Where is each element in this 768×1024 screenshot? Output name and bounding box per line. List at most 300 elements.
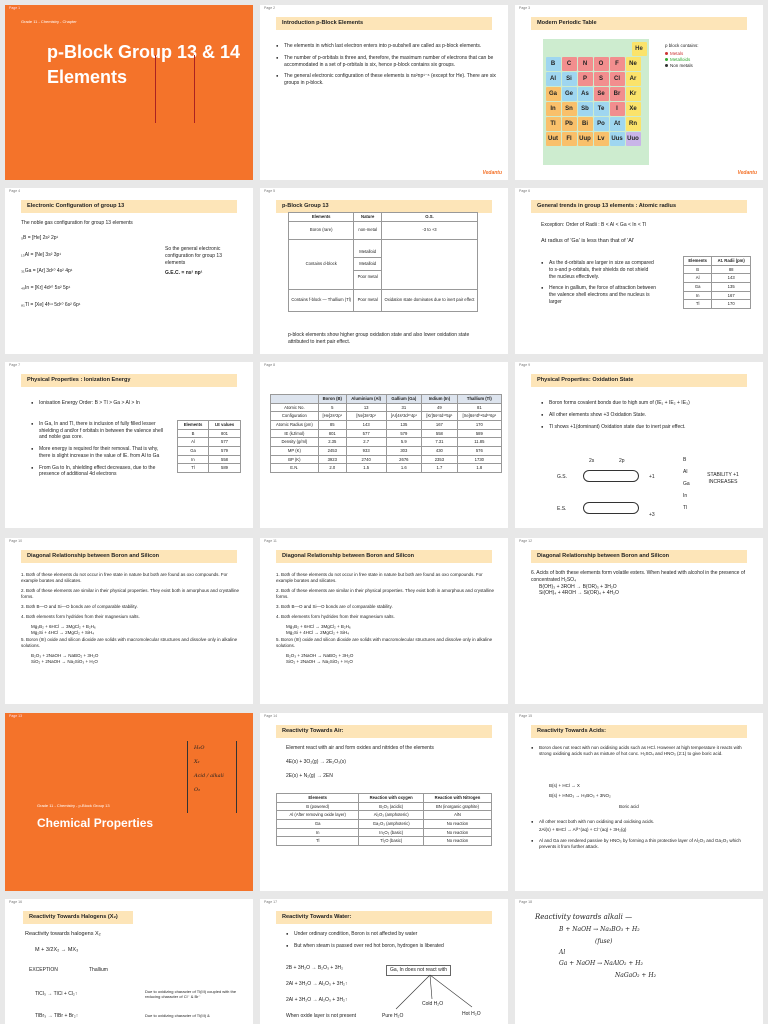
table-cell: [He]2s²2p¹ [318,412,346,421]
bullet: ● As the d-orbitals are larger in size as compared to s-and p-orbitals, their shields do not shield the nucleus effectively. [541,260,656,280]
element-label: Tl [683,505,688,511]
table-cell: 2.7 [346,438,386,447]
dot-icon [665,64,668,67]
page-number: Page 7 [9,363,21,367]
slide-2[interactable] [260,5,508,180]
list-item: 2. Both of these elements are similar in their physical properties. They exist both in amorphous and crystalline forms. [276,588,495,600]
slide-5[interactable] [260,188,508,354]
element-label: In [683,493,688,499]
page-number: Page 5 [264,189,276,193]
table-cell: In [684,291,712,300]
gs-charge: +1 [649,474,655,480]
hand-line: B + NaOH → Na₃BO₃ + H₂ [559,926,640,934]
air-reaction-table [276,793,492,846]
element-cell: Tl [546,117,561,131]
slide-heading: General trends in group 13 elements : Atomic radius [531,200,747,213]
slide-13[interactable] [5,713,253,891]
element-cell: Lv [594,132,609,146]
list-item: Mg₃B₂ + 6HCl → 3MgCl₂ + B₂H₆ [31,624,96,630]
numbered-list [276,572,496,665]
element-cell: F [610,57,625,71]
list-item: 2. Both of these elements are similar in their physical properties. They exist both in amorphous and crystalline forms. [21,588,240,600]
table-cell: Configuration [271,412,319,421]
table-header: Gallium (Ga) [386,395,422,404]
table-cell: [Ne]3s²3p¹ [346,412,386,421]
page-number: Page 1 [9,6,21,10]
list-item: B₂O₃ + 2NaOH → NaBO₂ + 3H₂O [286,652,354,658]
table-cell: Al₂O₃ (amphoteric) [359,811,424,820]
nature-item: Metalloid [354,258,381,271]
equation: 4E(s) + 3O₂(g) → 2E₂O₃(s) [286,759,346,765]
list-item: SiO₂ + 2NaOH → Na₂SiO₃ + H₂O [286,658,353,664]
element-cell: Ne [626,57,641,71]
table-header: Reaction with oxygen [359,794,424,803]
table-row [545,56,647,71]
element-cell: O [594,57,609,71]
config-line: ₈₁Tl = [Xe] 4f¹⁴ 5d¹⁰ 6s² 6p¹ [21,301,81,308]
table-header: Elements [178,421,209,430]
bullet-list [276,43,496,92]
slide-7[interactable] [5,362,253,528]
slide-heading: Diagonal Relationship between Boron and Silicon [531,550,747,563]
bullet: ● Tl shows +1(dominant) Oxidation state due to inert pair effect. [541,424,751,431]
list-item: 5. Boron (III) oxide and silicon dioxide are solids with macromolecular structures and dissolve only in alkaline solutions. [21,636,238,648]
handwritten-notes [535,911,656,981]
slide-12[interactable] [515,538,763,704]
table-cell: Density (g/ml) [271,438,319,447]
element-cell: Uuo [626,132,641,146]
table-cell: 170 [712,300,751,309]
table-cell [354,239,382,289]
slide-11[interactable] [260,538,508,704]
table-header: Elements [684,257,712,266]
equation: 2E(s) + N₂(g) → 2EN [286,773,333,779]
element-cell: C [562,57,577,71]
slide-15[interactable] [515,713,763,891]
radius-table [683,256,751,309]
element-cell: B [546,57,561,71]
element-label: Al [683,469,688,475]
slide-heading: Physical Properties: Oxidation State [531,374,747,387]
gec-note [165,246,237,277]
legend-title: p block contains: [665,43,699,48]
table-cell: In [277,828,359,837]
bullet: ● Al and Ga are rendered passive by HNO₃ by forming a thin protective layer of Al₂O₃ and Ga₂O₃ which prevents it from further attack. [531,838,751,850]
table-cell: [Kr]5s²4d¹⁰5p¹ [422,412,458,421]
table-cell: IE (kJ/mol) [271,429,319,438]
table-cell: 2740 [346,455,386,464]
ie-table [177,420,241,473]
table-cell: 1.5 [346,464,386,473]
page-number: Page 14 [264,714,278,718]
table-cell: No reaction [423,828,491,837]
page-number: Page 3 [519,6,531,10]
list-item: 3. Both B—O and Si—O bonds are of comparable stability. [21,604,138,610]
element-cell: P [578,72,593,86]
body-text: 6. Acids of both these elements form volatile esters. When heated with alcohol in the presence of concentrated H₂SO₄ [531,570,746,583]
table-header: I.E values [209,421,241,430]
table-row [277,828,492,837]
table-cell: 167 [422,421,458,430]
table-cell: 143 [712,274,751,283]
slide-6[interactable] [515,188,763,354]
page-number: Page 16 [9,900,23,904]
course-label: Grade 11 - Chemistry - p-Block Group 13 [37,803,110,808]
element-cell: In [546,102,561,116]
slide-9[interactable] [515,362,763,528]
element-cell: Pb [562,117,577,131]
slide-3[interactable] [515,5,763,180]
slide-10[interactable] [5,538,253,704]
exception-label: EXCEPTION [29,967,58,973]
table-cell: In [178,455,209,464]
element-cell: Ar [626,72,641,86]
radius-line: At radius of 'Ga' is less than that of 'Al' [541,238,635,244]
nature-item: Poor metal [357,274,378,279]
table-cell: 5.9 [386,438,422,447]
element-cell: Rn [626,117,641,131]
slide-title: p-Block Group 13 & 14 [47,42,241,62]
bullet-list [541,400,751,435]
slide-heading: Modern Periodic Table [531,17,747,30]
table-cell: E.N. [271,464,319,473]
list-item: 5. Boron (III) oxide and silicon dioxide are solids with macromolecular structures and dissolve only in alkaline solutions. [276,636,493,648]
slide-8[interactable] [260,362,508,528]
element-label: Ga [683,481,690,487]
slide-1[interactable] [5,5,253,180]
gec-formula: G.E.C. = ns² np¹ [165,270,203,277]
element-cell: S [594,72,609,86]
table-row [178,438,241,447]
element-label: B [683,457,687,463]
slide-title: Chemical Properties [37,816,154,830]
table-row [545,101,647,116]
table-header [271,395,319,404]
table-cell: 801 [318,429,346,438]
table-cell: 933 [346,447,386,456]
table-cell: Ga [178,447,209,456]
element-column [683,454,690,514]
table-header: At. Radii (pm) [712,257,751,266]
es-charge: +3 [649,512,655,518]
bullet: ● All other elements show +3 Oxidation State. [541,412,751,419]
table-cell: -3 to +3 [381,221,477,239]
bullet-list [31,400,171,483]
bullet: ● More energy is required for their removal. That is why, there is slight increase in the value of IE. from Al to Ga [31,446,171,460]
element-cell: Ga [546,87,561,101]
slide-heading: Introduction p-Block Elements [276,17,492,30]
table-row [178,429,241,438]
water-type: Pure H₂O [382,1013,404,1019]
table-cell: Poor metal [354,289,382,311]
slide-heading: Reactivity Towards Acids: [531,725,747,738]
nature-item: Metalloid [354,246,381,259]
bullet: ● In Ga, In and Tl, there is inclusion of fully filled lesser shielding d and/or f orbitals in between the valence shell and noble gas core. [31,421,171,441]
es-orbitals [583,502,639,514]
slide-16[interactable] [5,899,253,1024]
gec-note-text: So the general electronic configuration for group 13 elements [165,246,222,266]
bullet: ● The general electronic configuration of these elements is ns²np¹⁻⁶ (except for He). There are six groups in p-block. [276,73,496,87]
table-cell: AlN [423,811,491,820]
bullet: ● All other react both with non oxidising and oxidising acids. [531,819,751,825]
handwritten-notes [187,741,237,813]
table-row [684,265,751,274]
equation: 2Al(s) + 6HCl → Al³⁺(aq) + Cl⁻(aq) + 3H₂(g) [539,827,627,833]
element-cell: Cl [610,72,625,86]
table-header: Aluminium (Al) [346,395,386,404]
config-line: ₅B = [He] 2s² 2p¹ [21,234,59,241]
list-item: B₂O₃ + 2NaOH → NaBO₂ + 3H₂O [31,652,99,658]
slide-18[interactable] [515,899,763,1024]
list-item: Mg₃B₂ + 6HCl → 3MgCl₂ + B₂H₆ [286,624,351,630]
equation-label: Boric acid [619,804,639,809]
element-cell: Kr [626,87,641,101]
table-row [684,283,751,292]
slide-14[interactable] [260,713,508,891]
table-cell: Al (After removing oxide layer) [277,811,359,820]
slide-heading: Diagonal Relationship between Boron and Silicon [276,550,492,563]
table-row [271,421,502,430]
page-number: Page 6 [519,189,531,193]
equation: 2Al + 3H₂O → Al₂O₃ + 3H₂↑ [286,997,348,1003]
bullet: ● Hence in gallium, the force of attraction between the valence shell electrons and the nucleus is larger [541,285,656,305]
table-cell: 1.8 [457,464,501,473]
water-type: Cold H₂O [422,1001,444,1007]
page-number: Page 11 [264,539,277,543]
table-cell: non-metal [354,221,382,239]
table-cell: Tl₂O (basic) [359,837,424,846]
table-row [271,429,502,438]
table-cell: Contains d-block [289,239,354,289]
page-number: Page 9 [519,363,531,367]
equation: TlBr₃ → TlBr + Br₂↑ [35,1013,79,1019]
element-cell: Bi [578,117,593,131]
slide-heading: Reactivity Towards Water: [276,911,492,924]
handwritten-notes [155,55,195,123]
table-cell: Ga [684,283,712,292]
element-cell: I [610,102,625,116]
table-cell: 2453 [318,447,346,456]
element-cell: He [632,42,647,56]
table-cell: No reaction [423,837,491,846]
list-item: 1. Both of these elements do not occur in free state in nature but both are found as oxo compounds. For example borates and silicates. [276,572,483,584]
page-number: Page 8 [264,363,276,367]
table-cell: 88 [712,265,751,274]
slide-17[interactable] [260,899,508,1024]
equation: 2Al + 3H₂O → Al₂O₃ + 3H₂↑ [286,981,348,987]
table-header: Elements [289,213,354,222]
table-cell: 430 [422,447,458,456]
table-cell: 49 [422,403,458,412]
element-cell: Uup [578,132,593,146]
table-cell: 2353 [422,455,458,464]
table-cell: 579 [386,429,422,438]
brand-logo: Vedantu [482,170,502,177]
table-cell: 576 [457,447,501,456]
slide-heading: Diagonal Relationship between Boron and Silicon [21,550,237,563]
table-row [271,447,502,456]
hand-item: X₂ [194,759,200,765]
table-row [271,412,502,421]
table-row [271,438,502,447]
table-cell: 303 [386,447,422,456]
table-row [271,464,502,473]
orbital-label: 2s [589,458,595,464]
table-header: Reaction with Nitrogen [423,794,491,803]
element-cell: Fl [562,132,577,146]
table-cell: 577 [209,438,241,447]
hand-line: Al [559,949,566,957]
equation: TlCl₃ → TlCl + Cl₂↑ [35,991,78,997]
table-row [277,811,492,820]
legend-item: Metals [670,51,684,57]
hand-line: (fuse) [595,937,613,945]
legend-item: Metalloids [670,57,691,63]
table-cell: B [178,429,209,438]
legend-item: Non metals [670,63,693,69]
bullet: ● Ionisation Energy Order: B > Tl > Ga > Al > In [31,400,171,407]
list-item: 4. Both elements form hydrides from their magnesium salts. [276,614,395,620]
page-number: Page 13 [9,714,23,718]
table-cell: Ga₂O₃ (amphoteric) [359,820,424,829]
page-number: Page 2 [264,6,276,10]
bullet: ● Boron does not react with non oxidising acids such as HCl. However at high temperature it reacts with strong oxidising acids such as mixture of hot conc. H₂SO₄ and HNO₃ (2:1) to give boric acid. [531,745,751,757]
legend [665,43,699,69]
slide-heading: Electronic Configuration of group 13 [21,200,237,213]
element-cell: Uus [610,132,625,146]
equation: B(s) + HNO₃ → H₃BO₃ + 3NO₂ [549,793,611,798]
equation: B(s) + HCl → X [549,783,580,788]
table-cell: Atomic No. [271,403,319,412]
slide-heading: Reactivity Towards Air: [276,725,492,738]
table-row [178,464,241,473]
page-number: Page 12 [519,539,533,543]
bullet: ● Under ordinary condition, Boron is not affected by water [286,931,498,938]
page-number: Page 4 [9,189,21,193]
table-cell: 143 [346,421,386,430]
list-item: 4. Both elements form hydrides from their magnesium salts. [21,614,140,620]
slide-subtitle: Elements [47,67,128,87]
element-cell: Si [562,72,577,86]
table-cell: 85 [318,421,346,430]
table-cell: B₂O₃ (acidic) [359,802,424,811]
table-header: Indium (In) [422,395,458,404]
properties-table [270,394,502,473]
element-cell: At [610,117,625,131]
table-cell: 589 [209,464,241,473]
equation: 2B + 3H₂O → B₂O₃ + 3H₂ [286,965,344,971]
table-cell: 135 [712,283,751,292]
table-cell: 5 [318,403,346,412]
table-row [545,71,647,86]
table-cell: 170 [457,421,501,430]
brand-logo: Vedantu [737,170,757,177]
list-item: 1. Both of these elements do not occur in free state in nature but both are found as oxo compounds. For example borates and silicates. [21,572,228,584]
equation: Si(OH)₄ + 4ROH → Si(OR)₄ + 4H₂O [539,590,619,597]
hand-item: O₂ [194,787,201,793]
table-row [277,820,492,829]
table-cell: 81 [457,403,501,412]
bullet: ● But when steam is passed over red hot boron, hydrogen is liberated [286,943,498,950]
table-row [545,116,647,131]
element-cell: Uut [546,132,561,146]
table-cell: [Xe]6s²4f¹⁴5d¹⁰6p¹ [457,412,501,421]
page-number: Page 10 [9,539,23,543]
numbered-list [21,572,241,665]
table-cell: 13 [346,403,386,412]
table-header: O.S. [381,213,477,222]
orbital-label: 2p [619,458,625,464]
table-cell: 1.7 [422,464,458,473]
table-row [277,802,492,811]
bullet-list [531,819,751,855]
table-cell [381,239,477,289]
bullet: ● From Ga to In, shielding effect decreases, due to the presence of additional 4d electrons [31,465,171,479]
slide-heading: p-Block Group 13 [276,200,492,213]
slide-4[interactable] [5,188,253,354]
exception-text: Exception: Order of Radii : B < Al < Ga < In < Tl [541,222,647,228]
table-cell: Ga [277,820,359,829]
oxide-note: When oxide layer is not present [286,1013,357,1019]
diagram-title: Ga, In does not react with [386,965,451,976]
hand-item: Acid / alkali [194,773,224,779]
table-row [277,837,492,846]
hand-item: H₂O [194,745,205,751]
equation-note: Due to oxidizing character of Tl(III) & [145,1013,210,1018]
table-cell: 589 [457,429,501,438]
table-cell: 167 [712,291,751,300]
table-cell: 801 [209,429,241,438]
table-cell: Al [684,274,712,283]
hand-line: Ga + NaOH → NaAlO₂ + H₂ [559,960,643,968]
slide-body [531,570,751,597]
element-cell: N [578,57,593,71]
element-cell: Sn [562,102,577,116]
table-cell: 2676 [386,455,422,464]
element-cell: Po [594,117,609,131]
element-cell: Sb [578,102,593,116]
table-row [684,274,751,283]
table-cell: MP (K) [271,447,319,456]
list-item: Mg₂Si + 4HCl → 2MgCl₂ + SiH₄ [286,630,350,636]
table-row [271,455,502,464]
gs-orbitals [583,470,639,482]
table-cell: 31 [386,403,422,412]
table-header: Boron (B) [318,395,346,404]
table-row [545,86,647,101]
bullet-list [531,745,751,762]
element-cell: Te [594,102,609,116]
table-cell: 1.6 [386,464,422,473]
page-number: Page 15 [519,714,533,718]
equation: M + 3/2X₂ → MX₃ [35,947,79,953]
table-cell: Tl [684,300,712,309]
table-cell: [Ar]4s²3d¹⁰4p¹ [386,412,422,421]
table-cell: B (powered) [277,802,359,811]
intro-text: The noble gas configuration for group 13 elements [21,220,133,226]
course-label: Grade 11 - Chemistry - Chapter [21,19,77,24]
table-cell: Tl [178,464,209,473]
table-cell: Boron (rare) [289,221,354,239]
bullet: ● The number of p-orbitals is three and, therefore, the maximum number of electrons that can be accommodated in a set of p-orbitals is six, hence p-block contains six groups. [276,55,496,69]
table-cell: 135 [386,421,422,430]
config-line: ₃₁Ga = [Ar] 3d¹⁰ 4s² 4p¹ [21,268,73,275]
equation-note: Due to oxidizing character of Tl(III) coupled with the reducing character of Cl⁻ & Br⁻ [145,989,237,1000]
table-cell: 3923 [318,455,346,464]
page-number: Page 17 [264,900,278,904]
slide-heading: Reactivity Towards Halogens (X₂) [23,911,133,924]
hand-line: NaGaO₂ + H₂ [615,971,657,979]
